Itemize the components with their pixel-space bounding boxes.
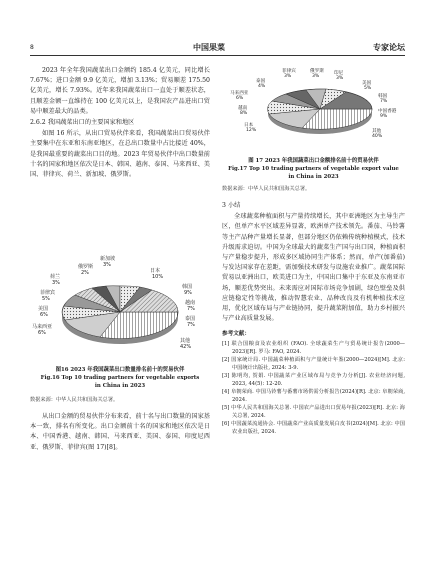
label-japan: 日本 <box>150 268 161 274</box>
paragraph: 2023 年全年我国蔬菜出口金额约 185.4 亿美元，同比增长 7.67%；进口金额 9.9 亿美元，增加 3.13%；贸易顺差 175.50 亿美元，增长 7.93%。近年来我国蔬菜出口一直处于顺差状态，且顺差金额一直维持在 100 亿美元以上，是我国农产品进出口贸易中顺差最大的品类。 <box>30 67 210 115</box>
caption-en-line2: in China in 2023 <box>94 383 146 389</box>
pct-russia: 3% <box>312 74 320 79</box>
figure-16-source: 数据来源：中华人民共和国海关总署。 <box>30 397 119 403</box>
figure-17-pie-chart <box>222 64 405 152</box>
label-russia: 俄罗斯 <box>78 264 94 270</box>
pct-philippines: 5% <box>42 296 50 302</box>
pct-japan: 12% <box>246 128 257 133</box>
pct-other: 42% <box>180 344 192 350</box>
references <box>222 330 405 436</box>
paragraph: 如图 16 所示，从出口贸易伙伴来看，我国蔬菜出口贸易伙伴主要集中在东亚和东南亚地区，在总出口数量中占比接近 40%，是我国最重要的蔬菜出口目的地。2023 年贸易伙伴中出口数量前十名的国家和地区依次是日本、韩国、越南、泰国、马来西亚、美国、菲律宾、荷兰、新加坡、俄罗斯。 <box>30 130 210 179</box>
label-usa: 美国 <box>38 306 49 312</box>
label-malaysia: 马来西亚 <box>230 91 249 96</box>
pct-japan: 10% <box>152 274 164 280</box>
left-column-bottom <box>30 412 210 453</box>
label-other: 其他 <box>180 338 191 344</box>
label-netherlands: 荷兰 <box>50 274 61 280</box>
reference-item: [1] 联合国粮食及农业组织 (FAO). 全球蔬菜生产与贸易统计报告(2000—2023)[R]. 罗马: FAO, 2024. <box>222 341 405 356</box>
label-malaysia: 马来西亚 <box>32 324 53 330</box>
figure-17-caption <box>222 157 405 181</box>
pct-other: 40% <box>372 134 383 139</box>
pct-vietnam: 7% <box>187 306 195 312</box>
label-korea: 韩国 <box>378 94 388 99</box>
figure-16-pie-chart <box>30 250 210 365</box>
label-philippines: 菲律宾 <box>282 69 296 74</box>
pct-singapore: 3% <box>103 262 111 268</box>
paragraph: 全球蔬菜种植面积与产量持续增长，其中亚洲地区为主导生产区，但单产水平区域差异显著，欧洲单产技术领先。番茄、马铃薯等主产品种产量增长显著，但部分地区仍依赖传统种植模式，技术升级需求迫切。中国为全球最大的蔬菜生产国与出口国，种植面积与产量稳步提升，形成多区域协同生产体系；然而，单产(加番茄)与发达国家存在差距，需加强技术研发与设施农业推广。蔬菜国际贸易以亚洲出口，欧美进口为主，中国出口集中于东亚及东南亚市场，顺差优势突出。未来需应对国际市场竞争加剧，绿色壁垒及供应链稳定性等挑战，推动智慧农业、品种改良及有机种植技术应用，优化区域布局与产业链协同，提升蔬菜附加值，助力乡村振兴与产业高质量发展。 <box>222 213 405 323</box>
journal-title: 中国果菜 <box>193 43 225 52</box>
paragraph: 从出口金额的贸易伙伴分布来看，前十名与出口数量的国家基本一致，排名有所变化。出口金额前十名的国家和地区依次是日本、中国香港、越南、韩国、马来西亚、美国、泰国、印度尼西亚、俄罗斯、菲律宾(图 17)[8]。 <box>30 413 210 451</box>
section-heading: 2.6.2 我国蔬菜出口的主要国家和地区 <box>30 119 135 127</box>
pct-hongkong: 9% <box>380 114 388 119</box>
header-rule <box>30 55 405 56</box>
label-vietnam: 越南 <box>185 300 196 306</box>
label-other: 其他 <box>372 129 382 134</box>
label-vietnam: 越南 <box>238 106 248 111</box>
pct-netherlands: 3% <box>52 280 60 286</box>
label-korea: 韩国 <box>182 284 193 290</box>
pct-korea: 9% <box>184 290 192 296</box>
pct-malaysia: 6% <box>236 96 244 101</box>
caption-cn: 图 17 2023 年我国蔬菜出口金额排名前十的贸易伙伴 <box>248 158 379 164</box>
figure-17-source: 数据来源：中华人民共和国海关总署。 <box>222 186 311 192</box>
reference-item: [4] 阜朝荣商. 中国马铃薯与番薯市场供需分析报告(2024)[R]. 北京: 阜朝荣商, 2024. <box>222 389 405 404</box>
label-philippines: 菲律宾 <box>40 290 56 296</box>
reference-item: [3] 陈明均, 贺娟. 中国蔬菜产业区域布局与竞争力分析[J]. 农业经济问题, 2023, 44(5): 12-20. <box>222 373 405 388</box>
label-thailand: 泰国 <box>256 79 266 84</box>
label-thailand: 泰国 <box>185 316 196 322</box>
caption-cn: 图16 2023 年我国蔬菜出口数量排名前十的贸易伙伴 <box>55 367 185 373</box>
pct-philippines: 3% <box>284 74 292 79</box>
figure-16-caption <box>30 366 210 390</box>
pct-usa: 6% <box>40 312 48 318</box>
section-title: 专家论坛 <box>373 43 405 52</box>
reference-item: [6] 中国蔬菜流通协会. 中国蔬菜产业高质量发展白皮书(2024)[M]. 北京: 中国农业出版社, 2024. <box>222 421 405 436</box>
pct-russia: 2% <box>81 270 89 276</box>
label-japan: 日本 <box>244 123 254 128</box>
page-header <box>30 40 405 54</box>
pct-malaysia: 6% <box>38 330 46 336</box>
caption-en-line2: in China in 2023 <box>288 174 339 180</box>
label-indonesia: 印尼 <box>334 71 344 76</box>
pct-vietnam: 8% <box>240 111 248 116</box>
label-hongkong: 中国香港 <box>378 109 397 114</box>
label-usa: 美国 <box>362 81 372 86</box>
page-number: 8 <box>30 44 34 51</box>
caption-en: Fig.16 Top 10 trading partners for vegetable exports <box>40 375 200 381</box>
pct-usa: 5% <box>364 86 372 91</box>
references-title: 参考文献： <box>222 331 250 338</box>
label-russia: 俄罗斯 <box>310 69 324 74</box>
reference-item: [5] 中华人民共和国海关总署. 中国农产品进出口贸易年报(2023)[R]. 北京: 海关总署, 2024. <box>222 405 405 420</box>
label-singapore: 新加坡 <box>100 256 116 262</box>
section-heading: 3 小结 <box>222 202 241 209</box>
left-column-top <box>30 66 210 180</box>
caption-en: Fig.17 Top 10 trading partners of vegetable export value <box>228 166 399 172</box>
pct-indonesia: 3% <box>336 76 344 81</box>
pct-thailand: 4% <box>258 84 266 89</box>
right-column <box>222 200 405 436</box>
pct-thailand: 7% <box>187 322 195 328</box>
reference-item: [2] 国家统计局. 中国蔬菜种植面积与产量统计年鉴(2000—2024)[M]. 北京: 中国统计出版社, 2024: 3-9. <box>222 357 405 372</box>
pct-korea: 7% <box>380 99 388 104</box>
